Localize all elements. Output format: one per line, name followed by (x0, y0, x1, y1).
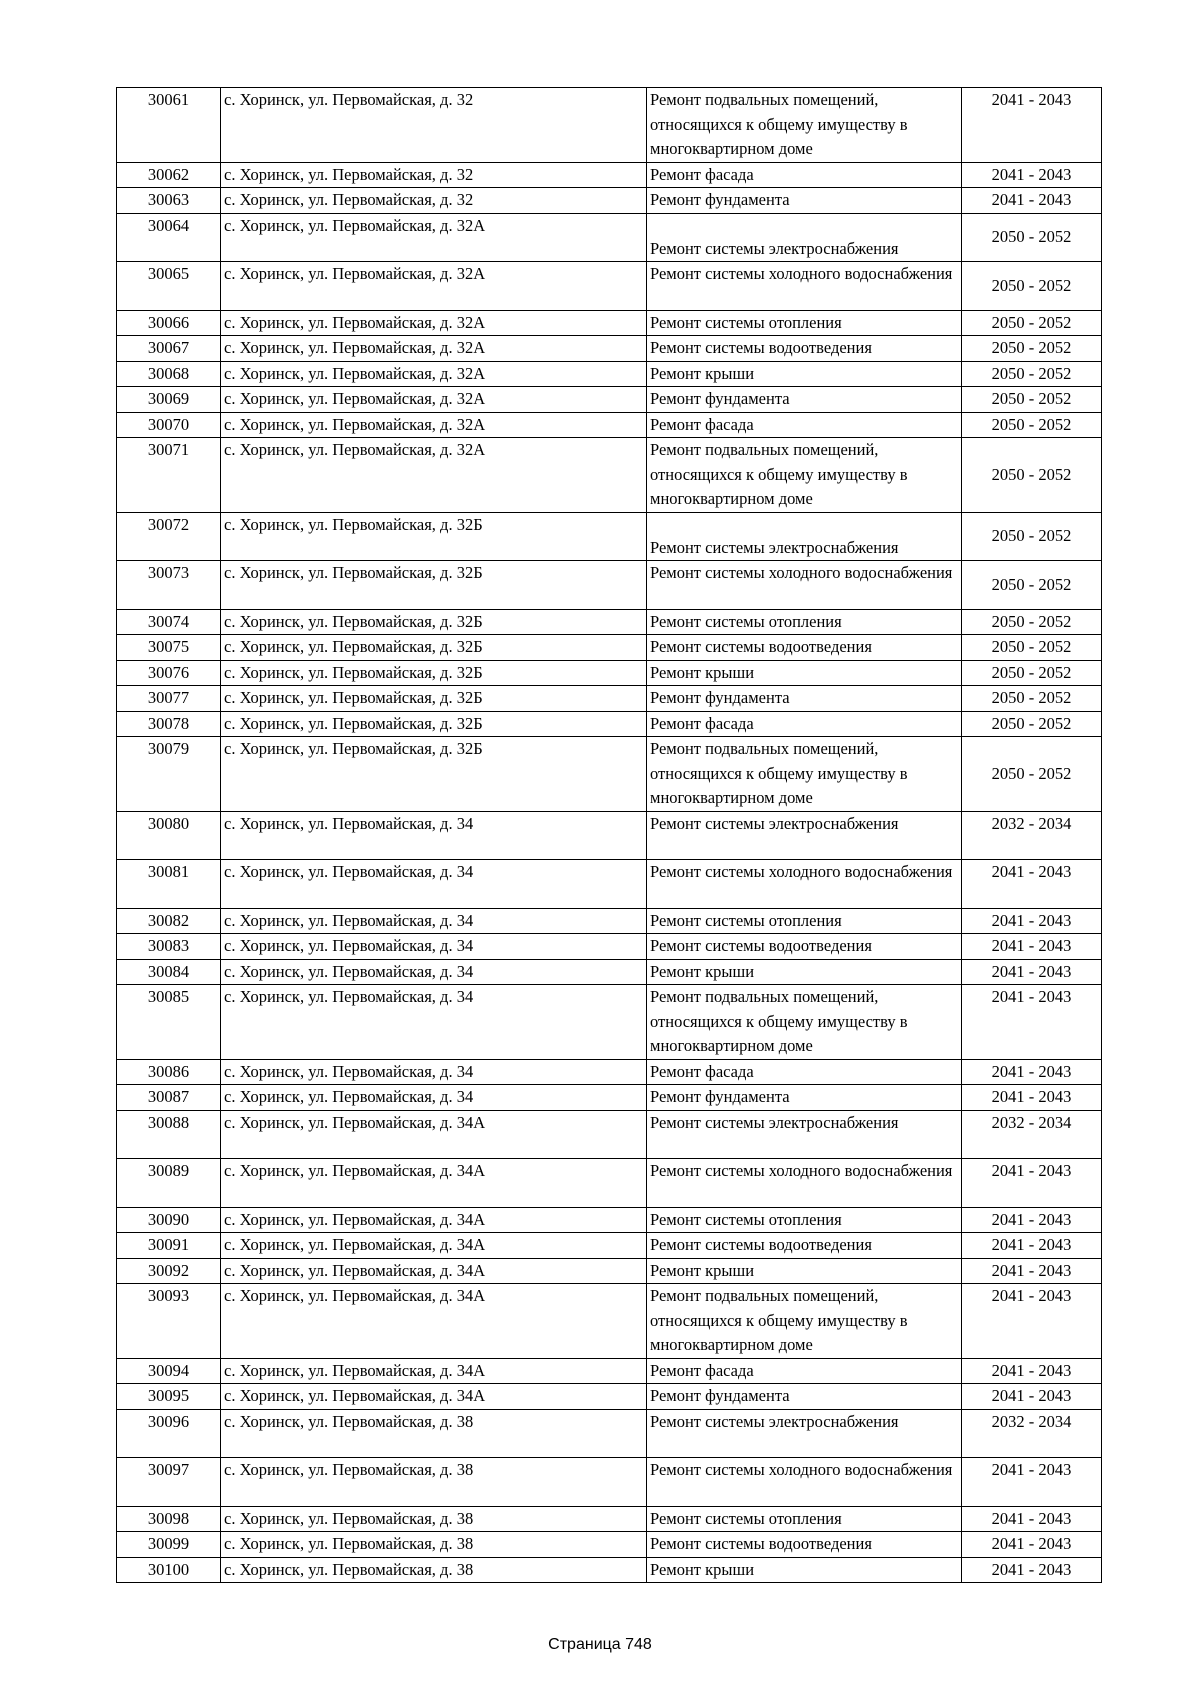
row-address-cell: с. Хоринск, ул. Первомайская, д. 32Б (221, 737, 647, 812)
row-period-cell: 2041 - 2043 (962, 934, 1102, 960)
table-row (117, 310, 1102, 336)
row-address-cell: с. Хоринск, ул. Первомайская, д. 32 (221, 162, 647, 188)
row-period-cell: 2050 - 2052 (962, 561, 1102, 610)
row-period-cell: 2041 - 2043 (962, 1159, 1102, 1208)
row-address-cell: с. Хоринск, ул. Первомайская, д. 32 (221, 188, 647, 214)
table-row (117, 1557, 1102, 1583)
table-row (117, 162, 1102, 188)
row-address-cell: с. Хоринск, ул. Первомайская, д. 32А (221, 310, 647, 336)
row-id-cell: 30074 (117, 609, 221, 635)
row-id-cell: 30094 (117, 1358, 221, 1384)
row-id-cell: 30099 (117, 1532, 221, 1558)
row-id-cell: 30084 (117, 959, 221, 985)
row-address-cell: с. Хоринск, ул. Первомайская, д. 38 (221, 1458, 647, 1507)
row-address-cell: с. Хоринск, ул. Первомайская, д. 32А (221, 262, 647, 311)
row-work-cell: Ремонт фундамента (647, 188, 962, 214)
row-address-cell: с. Хоринск, ул. Первомайская, д. 38 (221, 1506, 647, 1532)
table-row (117, 908, 1102, 934)
row-id-cell: 30098 (117, 1506, 221, 1532)
row-period-cell: 2041 - 2043 (962, 1458, 1102, 1507)
row-work-cell: Ремонт фасада (647, 162, 962, 188)
row-id-cell: 30070 (117, 412, 221, 438)
table-row (117, 959, 1102, 985)
row-work-cell: Ремонт крыши (647, 361, 962, 387)
table-row (117, 1532, 1102, 1558)
row-address-cell: с. Хоринск, ул. Первомайская, д. 34А (221, 1110, 647, 1159)
row-period-cell: 2041 - 2043 (962, 908, 1102, 934)
row-period-cell: 2041 - 2043 (962, 1233, 1102, 1259)
row-id-cell: 30082 (117, 908, 221, 934)
row-address-cell: с. Хоринск, ул. Первомайская, д. 32А (221, 387, 647, 413)
row-address-cell: с. Хоринск, ул. Первомайская, д. 34 (221, 811, 647, 860)
row-id-cell: 30078 (117, 711, 221, 737)
table-row (117, 1258, 1102, 1284)
row-period-cell: 2041 - 2043 (962, 1085, 1102, 1111)
table-row (117, 1458, 1102, 1507)
row-address-cell: с. Хоринск, ул. Первомайская, д. 34 (221, 959, 647, 985)
row-period-cell: 2050 - 2052 (962, 361, 1102, 387)
row-id-cell: 30072 (117, 512, 221, 561)
row-id-cell: 30097 (117, 1458, 221, 1507)
row-address-cell: с. Хоринск, ул. Первомайская, д. 34А (221, 1207, 647, 1233)
row-address-cell: с. Хоринск, ул. Первомайская, д. 32Б (221, 635, 647, 661)
row-address-cell: с. Хоринск, ул. Первомайская, д. 34А (221, 1358, 647, 1384)
row-address-cell: с. Хоринск, ул. Первомайская, д. 34А (221, 1284, 647, 1359)
table-row (117, 262, 1102, 311)
row-address-cell: с. Хоринск, ул. Первомайская, д. 34 (221, 1085, 647, 1111)
row-id-cell: 30064 (117, 213, 221, 262)
row-id-cell: 30061 (117, 88, 221, 163)
row-id-cell: 30063 (117, 188, 221, 214)
table-row (117, 1110, 1102, 1159)
row-period-cell: 2050 - 2052 (962, 635, 1102, 661)
row-work-cell: Ремонт системы водоотведения (647, 1532, 962, 1558)
row-address-cell: с. Хоринск, ул. Первомайская, д. 34 (221, 860, 647, 909)
row-id-cell: 30089 (117, 1159, 221, 1208)
row-work-cell: Ремонт системы электроснабжения (647, 811, 962, 860)
row-work-cell: Ремонт системы электроснабжения (647, 1409, 962, 1458)
row-address-cell: с. Хоринск, ул. Первомайская, д. 32А (221, 361, 647, 387)
row-work-cell: Ремонт системы электроснабжения (647, 1110, 962, 1159)
table-row (117, 88, 1102, 163)
row-period-cell: 2041 - 2043 (962, 1258, 1102, 1284)
row-work-cell: Ремонт крыши (647, 1557, 962, 1583)
row-id-cell: 30088 (117, 1110, 221, 1159)
table-row (117, 1506, 1102, 1532)
works-table-body (117, 88, 1102, 1583)
row-id-cell: 30067 (117, 336, 221, 362)
page-number: Страница 748 (548, 1636, 652, 1653)
table-row (117, 188, 1102, 214)
table-row (117, 985, 1102, 1060)
row-id-cell: 30079 (117, 737, 221, 812)
row-period-cell: 2032 - 2034 (962, 1409, 1102, 1458)
row-work-cell: Ремонт системы отопления (647, 1506, 962, 1532)
row-period-cell: 2041 - 2043 (962, 1557, 1102, 1583)
row-work-cell: Ремонт системы водоотведения (647, 934, 962, 960)
row-work-cell: Ремонт фасада (647, 711, 962, 737)
row-period-cell: 2050 - 2052 (962, 213, 1102, 262)
row-work-cell: Ремонт подвальных помещений, относящихся к общему имуществу в многоквартирном доме (647, 438, 962, 513)
row-period-cell: 2032 - 2034 (962, 811, 1102, 860)
row-address-cell: с. Хоринск, ул. Первомайская, д. 34А (221, 1233, 647, 1259)
row-period-cell: 2041 - 2043 (962, 88, 1102, 163)
table-row (117, 1233, 1102, 1259)
row-address-cell: с. Хоринск, ул. Первомайская, д. 32А (221, 336, 647, 362)
row-work-cell: Ремонт фундамента (647, 387, 962, 413)
row-id-cell: 30095 (117, 1384, 221, 1410)
row-work-cell: Ремонт системы холодного водоснабжения (647, 860, 962, 909)
row-work-cell: Ремонт системы водоотведения (647, 336, 962, 362)
row-work-cell: Ремонт системы холодного водоснабжения (647, 561, 962, 610)
row-work-cell: Ремонт фасада (647, 1059, 962, 1085)
row-work-cell: Ремонт системы холодного водоснабжения (647, 1159, 962, 1208)
row-address-cell: с. Хоринск, ул. Первомайская, д. 32Б (221, 609, 647, 635)
row-period-cell: 2050 - 2052 (962, 438, 1102, 513)
row-id-cell: 30096 (117, 1409, 221, 1458)
row-period-cell: 2050 - 2052 (962, 336, 1102, 362)
row-period-cell: 2041 - 2043 (962, 860, 1102, 909)
row-address-cell: с. Хоринск, ул. Первомайская, д. 34А (221, 1159, 647, 1208)
table-row (117, 660, 1102, 686)
row-work-cell: Ремонт фундамента (647, 686, 962, 712)
row-id-cell: 30062 (117, 162, 221, 188)
table-row (117, 711, 1102, 737)
row-period-cell: 2050 - 2052 (962, 711, 1102, 737)
table-row (117, 361, 1102, 387)
row-address-cell: с. Хоринск, ул. Первомайская, д. 32А (221, 213, 647, 262)
row-id-cell: 30100 (117, 1557, 221, 1583)
row-work-cell: Ремонт системы холодного водоснабжения (647, 1458, 962, 1507)
table-row (117, 438, 1102, 513)
row-address-cell: с. Хоринск, ул. Первомайская, д. 38 (221, 1409, 647, 1458)
row-address-cell: с. Хоринск, ул. Первомайская, д. 32Б (221, 512, 647, 561)
row-work-cell: Ремонт системы отопления (647, 908, 962, 934)
row-id-cell: 30092 (117, 1258, 221, 1284)
table-row (117, 686, 1102, 712)
row-address-cell: с. Хоринск, ул. Первомайская, д. 38 (221, 1532, 647, 1558)
row-id-cell: 30073 (117, 561, 221, 610)
table-row (117, 1059, 1102, 1085)
row-period-cell: 2041 - 2043 (962, 1207, 1102, 1233)
row-period-cell: 2041 - 2043 (962, 162, 1102, 188)
works-table (116, 87, 1102, 1583)
row-id-cell: 30069 (117, 387, 221, 413)
row-period-cell: 2041 - 2043 (962, 1358, 1102, 1384)
row-period-cell: 2041 - 2043 (962, 1384, 1102, 1410)
row-work-cell: Ремонт фундамента (647, 1085, 962, 1111)
row-id-cell: 30066 (117, 310, 221, 336)
row-period-cell: 2032 - 2034 (962, 1110, 1102, 1159)
row-work-cell: Ремонт системы электроснабжения (647, 213, 962, 262)
row-work-cell: Ремонт системы водоотведения (647, 635, 962, 661)
table-row (117, 1284, 1102, 1359)
table-row (117, 860, 1102, 909)
row-id-cell: 30080 (117, 811, 221, 860)
row-work-cell: Ремонт фундамента (647, 1384, 962, 1410)
row-address-cell: с. Хоринск, ул. Первомайская, д. 38 (221, 1557, 647, 1583)
row-work-cell: Ремонт подвальных помещений, относящихся к общему имуществу в многоквартирном доме (647, 1284, 962, 1359)
row-work-cell: Ремонт системы холодного водоснабжения (647, 262, 962, 311)
row-period-cell: 2050 - 2052 (962, 609, 1102, 635)
table-row (117, 1159, 1102, 1208)
row-period-cell: 2041 - 2043 (962, 1284, 1102, 1359)
table-row (117, 934, 1102, 960)
row-address-cell: с. Хоринск, ул. Первомайская, д. 32Б (221, 686, 647, 712)
row-work-cell: Ремонт системы отопления (647, 609, 962, 635)
row-id-cell: 30077 (117, 686, 221, 712)
row-address-cell: с. Хоринск, ул. Первомайская, д. 32А (221, 412, 647, 438)
table-row (117, 1085, 1102, 1111)
row-address-cell: с. Хоринск, ул. Первомайская, д. 32Б (221, 561, 647, 610)
table-row (117, 387, 1102, 413)
table-row (117, 1358, 1102, 1384)
row-period-cell: 2041 - 2043 (962, 1059, 1102, 1085)
row-period-cell: 2050 - 2052 (962, 686, 1102, 712)
table-row (117, 1384, 1102, 1410)
table-row (117, 1409, 1102, 1458)
row-work-cell: Ремонт крыши (647, 660, 962, 686)
table-row (117, 737, 1102, 812)
table-row (117, 811, 1102, 860)
row-id-cell: 30093 (117, 1284, 221, 1359)
row-period-cell: 2041 - 2043 (962, 959, 1102, 985)
row-id-cell: 30065 (117, 262, 221, 311)
row-id-cell: 30076 (117, 660, 221, 686)
row-period-cell: 2041 - 2043 (962, 985, 1102, 1060)
row-period-cell: 2041 - 2043 (962, 1506, 1102, 1532)
row-address-cell: с. Хоринск, ул. Первомайская, д. 32А (221, 438, 647, 513)
row-period-cell: 2041 - 2043 (962, 1532, 1102, 1558)
table-row (117, 213, 1102, 262)
row-period-cell: 2050 - 2052 (962, 737, 1102, 812)
row-id-cell: 30085 (117, 985, 221, 1060)
row-work-cell: Ремонт фасада (647, 1358, 962, 1384)
row-work-cell: Ремонт системы водоотведения (647, 1233, 962, 1259)
table-row (117, 609, 1102, 635)
row-work-cell: Ремонт подвальных помещений, относящихся к общему имуществу в многоквартирном доме (647, 985, 962, 1060)
row-id-cell: 30086 (117, 1059, 221, 1085)
row-work-cell: Ремонт системы отопления (647, 310, 962, 336)
row-address-cell: с. Хоринск, ул. Первомайская, д. 34 (221, 1059, 647, 1085)
row-address-cell: с. Хоринск, ул. Первомайская, д. 34А (221, 1384, 647, 1410)
row-work-cell: Ремонт подвальных помещений, относящихся к общему имуществу в многоквартирном доме (647, 88, 962, 163)
row-period-cell: 2050 - 2052 (962, 660, 1102, 686)
table-row (117, 412, 1102, 438)
row-period-cell: 2050 - 2052 (962, 262, 1102, 311)
row-work-cell: Ремонт фасада (647, 412, 962, 438)
row-id-cell: 30083 (117, 934, 221, 960)
row-address-cell: с. Хоринск, ул. Первомайская, д. 34А (221, 1258, 647, 1284)
row-work-cell: Ремонт системы электроснабжения (647, 512, 962, 561)
row-period-cell: 2050 - 2052 (962, 387, 1102, 413)
row-work-cell: Ремонт системы отопления (647, 1207, 962, 1233)
row-id-cell: 30075 (117, 635, 221, 661)
table-row (117, 1207, 1102, 1233)
row-id-cell: 30091 (117, 1233, 221, 1259)
row-address-cell: с. Хоринск, ул. Первомайская, д. 32Б (221, 711, 647, 737)
row-period-cell: 2050 - 2052 (962, 412, 1102, 438)
row-id-cell: 30090 (117, 1207, 221, 1233)
row-id-cell: 30068 (117, 361, 221, 387)
row-id-cell: 30081 (117, 860, 221, 909)
table-row (117, 336, 1102, 362)
row-id-cell: 30087 (117, 1085, 221, 1111)
table-row (117, 512, 1102, 561)
table-row (117, 561, 1102, 610)
row-period-cell: 2041 - 2043 (962, 188, 1102, 214)
row-work-cell: Ремонт крыши (647, 959, 962, 985)
row-work-cell: Ремонт подвальных помещений, относящихся к общему имуществу в многоквартирном доме (647, 737, 962, 812)
row-period-cell: 2050 - 2052 (962, 512, 1102, 561)
row-period-cell: 2050 - 2052 (962, 310, 1102, 336)
row-address-cell: с. Хоринск, ул. Первомайская, д. 34 (221, 934, 647, 960)
row-address-cell: с. Хоринск, ул. Первомайская, д. 34 (221, 908, 647, 934)
row-id-cell: 30071 (117, 438, 221, 513)
row-address-cell: с. Хоринск, ул. Первомайская, д. 32 (221, 88, 647, 163)
row-address-cell: с. Хоринск, ул. Первомайская, д. 32Б (221, 660, 647, 686)
table-row (117, 635, 1102, 661)
row-address-cell: с. Хоринск, ул. Первомайская, д. 34 (221, 985, 647, 1060)
row-work-cell: Ремонт крыши (647, 1258, 962, 1284)
